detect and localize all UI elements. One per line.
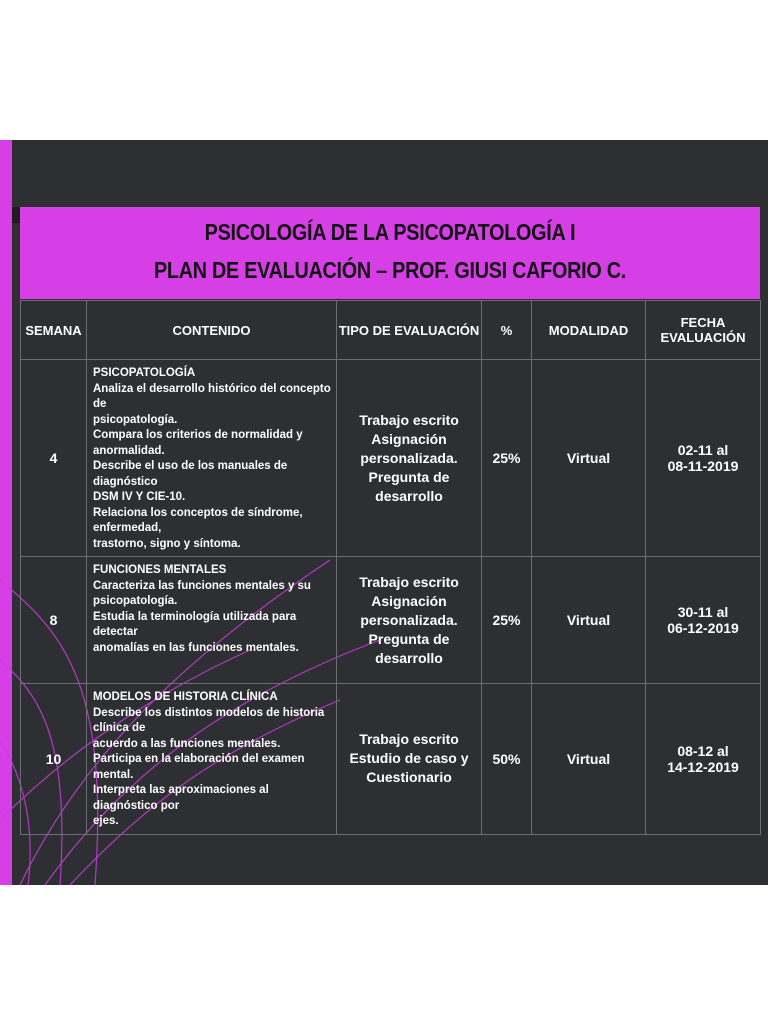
tipo-line: Pregunta de desarrollo [368, 468, 450, 504]
fecha-line1: 08-12 al [677, 742, 729, 759]
cell-tipo [337, 557, 482, 684]
tipo-line: personalizada. [360, 449, 458, 466]
tipo-line: personalizada. [360, 611, 458, 628]
content-line: acuerdo a las funciones mentales. [93, 737, 281, 750]
table-row [21, 360, 761, 557]
cell-tipo [337, 360, 482, 557]
header-semana: SEMANA [21, 301, 87, 360]
cell-porcentaje: 50% [482, 684, 532, 835]
content-line: Describe el uso de los manuales de diagnóstico [93, 460, 288, 488]
content-line: Compara los criterios de normalidad y anormalidad. [93, 429, 303, 457]
title-band [20, 207, 760, 299]
fecha-line2: 06-12-2019 [667, 620, 739, 636]
fecha-line1: 30-11 al [677, 604, 729, 620]
cell-fecha [646, 684, 761, 835]
tipo-line: Trabajo escrito [359, 411, 459, 428]
content-line: Describe los distintos modelos de historia clínica de [93, 706, 325, 734]
accent-tab [12, 207, 20, 223]
content-title: MODELOS DE HISTORIA CLÍNICA [93, 691, 278, 703]
cell-modalidad: Virtual [532, 557, 646, 684]
fecha-line1: 02-11 al [677, 442, 729, 458]
fecha-line2: 08-11-2019 [667, 458, 739, 474]
header-fecha [646, 301, 761, 360]
cell-fecha [646, 557, 761, 684]
accent-bar [0, 140, 12, 885]
header-porcentaje: % [482, 301, 532, 360]
header-modalidad: MODALIDAD [532, 301, 646, 360]
content-line: ejes. [93, 815, 119, 827]
cell-tipo [337, 684, 482, 835]
content-title: FUNCIONES MENTALES [93, 564, 227, 576]
content-title: PSICOPATOLOGÍA [93, 367, 196, 379]
content-line: Relaciona los conceptos de síndrome, enfermedad, [93, 506, 303, 534]
header-contenido: CONTENIDO [87, 301, 337, 360]
fecha-line2: 14-12-2019 [667, 758, 739, 775]
slide [0, 140, 768, 885]
tipo-line: Pregunta de desarrollo [368, 630, 450, 666]
content-line: Participa en la elaboración del examen mental. [93, 753, 305, 781]
content-line: DSM IV Y CIE-10. [93, 491, 186, 503]
cell-porcentaje: 25% [482, 557, 532, 684]
cell-porcentaje: 25% [482, 360, 532, 557]
content-line: Caracteriza las funciones mentales y su [93, 579, 311, 592]
tipo-line: Trabajo escrito [359, 573, 459, 590]
content-line: anomalías en las funciones mentales. [93, 641, 299, 654]
cell-semana: 8 [21, 557, 87, 684]
header-fecha-line2: EVALUACIÓN [660, 330, 746, 345]
content-line: trastorno, signo y síntoma. [93, 537, 241, 550]
cell-contenido [87, 557, 337, 684]
evaluation-table [20, 300, 761, 835]
title-line-1: PSICOLOGÍA DE LA PSICOPATOLOGÍA I [204, 219, 576, 245]
cell-semana: 4 [21, 360, 87, 557]
content-line: Analiza el desarrollo histórico del concepto de [93, 382, 331, 410]
table-row [21, 684, 761, 835]
tipo-line: Estudio de caso y [349, 750, 469, 767]
cell-contenido [87, 684, 337, 835]
cell-semana: 10 [21, 684, 87, 835]
cell-modalidad: Virtual [532, 684, 646, 835]
tipo-line: Trabajo escrito [359, 731, 459, 748]
cell-fecha [646, 360, 761, 557]
cell-modalidad: Virtual [532, 360, 646, 557]
tipo-line: Cuestionario [366, 769, 452, 786]
title-line-2: PLAN DE EVALUACIÓN – PROF. GIUSI CAFORIO C. [153, 257, 627, 283]
cell-contenido [87, 360, 337, 557]
content-line: psicopatología. [93, 413, 178, 426]
table-row [21, 557, 761, 684]
tipo-line: Asignación [371, 592, 447, 609]
header-tipo: TIPO DE EVALUACIÓN [337, 301, 482, 360]
header-fecha-line1: FECHA [680, 315, 726, 330]
content-line: psicopatología. [93, 595, 178, 607]
content-line: Interpreta las aproximaciones al diagnóstico por [93, 784, 269, 812]
content-line: Estudia la terminología utilizada para detectar [93, 610, 297, 638]
tipo-line: Asignación [371, 430, 447, 447]
header-row [21, 301, 761, 360]
